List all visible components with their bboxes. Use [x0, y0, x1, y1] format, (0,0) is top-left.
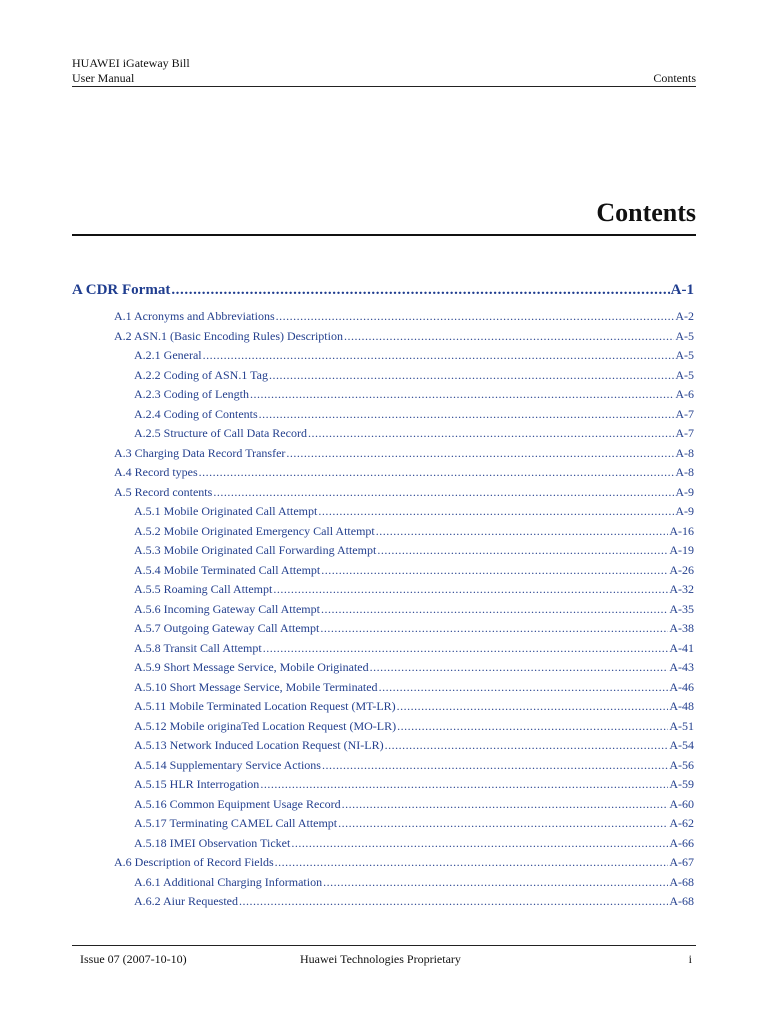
- footer-page-number: i: [688, 952, 692, 966]
- toc-entry-title: A.6 Description of Record Fields: [114, 855, 274, 869]
- toc-entry-link[interactable]: [72, 483, 694, 503]
- header-section: Contents: [653, 71, 696, 85]
- toc-leader-dots: [250, 385, 674, 405]
- toc-entry-link[interactable]: [72, 678, 694, 698]
- toc-entry-link[interactable]: [72, 444, 694, 464]
- toc-leader-dots: [213, 483, 674, 503]
- toc-entry-link[interactable]: [72, 405, 694, 425]
- toc-entry-link[interactable]: [72, 775, 694, 795]
- toc-entry-link[interactable]: [72, 600, 694, 620]
- toc-chapter-link[interactable]: [72, 282, 694, 304]
- toc-entry-title: A.5.16 Common Equipment Usage Record: [134, 796, 341, 811]
- toc-leader-dots: [260, 775, 668, 795]
- toc-entry-page: A-16: [669, 523, 694, 538]
- toc-entry-page: A-6: [675, 387, 694, 401]
- toc-leader-dots: [269, 366, 674, 386]
- toc-entry-title: A.2.1 General: [134, 348, 202, 362]
- toc-leader-dots: [338, 814, 668, 834]
- toc-leader-dots: [291, 834, 668, 854]
- toc-entry-title: A.5.3 Mobile Originated Call Forwarding Attempt: [134, 543, 377, 557]
- toc-entry-link[interactable]: [72, 307, 694, 327]
- toc-entry-title: A.6.1 Additional Charging Information: [134, 874, 323, 889]
- page-footer: [72, 952, 696, 970]
- toc-entry-title: A.2.5 Structure of Call Data Record: [134, 426, 307, 440]
- toc-entry-link[interactable]: [72, 736, 694, 756]
- toc-entry-link[interactable]: [72, 522, 694, 542]
- toc-leader-dots: [286, 444, 674, 464]
- toc-entry-title: A.5.10 Short Message Service, Mobile Terminated: [134, 679, 378, 694]
- toc-entry-link[interactable]: [72, 814, 694, 834]
- toc-entry-title: A.5.1 Mobile Originated Call Attempt: [134, 504, 318, 518]
- toc-entry-title: A.5 Record contents: [114, 484, 213, 499]
- toc-entry-page: A-67: [669, 855, 694, 869]
- toc-leader-dots: [321, 600, 668, 620]
- toc-entry-page: A-38: [669, 621, 694, 635]
- toc-entry-title: A.5.14 Supplementary Service Actions: [134, 757, 321, 772]
- toc-leader-dots: [376, 522, 669, 542]
- toc-entry-page: A-7: [675, 406, 694, 421]
- toc-entry-link[interactable]: [72, 892, 694, 912]
- toc-entry-link[interactable]: [72, 561, 694, 581]
- toc-entry-title: A.5.18 IMEI Observation Ticket: [134, 835, 291, 850]
- toc-leader-dots: [259, 405, 675, 425]
- toc-entry-page: A-5: [675, 328, 694, 343]
- toc-entry-title: A.5.13 Network Induced Location Request (NI-LR): [134, 738, 384, 752]
- toc-leader-dots: [321, 561, 668, 581]
- toc-entry-link[interactable]: [72, 385, 694, 405]
- toc-entry-title: A.5.11 Mobile Terminated Location Request (MT-LR): [134, 699, 396, 713]
- toc-leader-dots: [385, 736, 669, 756]
- toc-entry-link[interactable]: [72, 658, 694, 678]
- toc-entry-page: A-56: [669, 757, 694, 772]
- toc-entry-page: A-41: [669, 640, 694, 655]
- toc-leader-dots: [323, 873, 668, 893]
- toc-entry-page: A-8: [675, 465, 694, 479]
- toc-entry-link[interactable]: [72, 619, 694, 639]
- toc-entry-link[interactable]: [72, 853, 694, 873]
- toc-leader-dots: [322, 756, 668, 776]
- toc-entry-page: A-54: [669, 738, 694, 752]
- toc-entry-title: A.5.8 Transit Call Attempt: [134, 640, 262, 655]
- toc-leader-dots: [239, 892, 668, 912]
- toc-entry-page: A-7: [675, 426, 694, 440]
- header-divider: [72, 86, 696, 87]
- toc-entry-page: A-9: [675, 484, 694, 499]
- toc-entry-title: A.2 ASN.1 (Basic Encoding Rules) Description: [114, 328, 343, 343]
- toc-entry-page: A-43: [669, 660, 694, 674]
- toc-entry-link[interactable]: [72, 502, 694, 522]
- toc-entry-title: A.5.15 HLR Interrogation: [134, 777, 260, 791]
- toc-entry-link[interactable]: [72, 697, 694, 717]
- table-of-contents: [72, 282, 694, 912]
- toc-entry-link[interactable]: [72, 346, 694, 366]
- toc-leader-dots: [397, 717, 668, 737]
- toc-leader-dots: [276, 307, 675, 327]
- toc-entry-title: A.4 Record types: [114, 465, 198, 479]
- toc-leader-dots: [263, 639, 669, 659]
- header-product: HUAWEI iGateway Bill: [72, 56, 190, 70]
- toc-entry-link[interactable]: [72, 795, 694, 815]
- toc-entry-title: A.6.2 Aiur Requested: [134, 894, 238, 908]
- toc-entry-link[interactable]: [72, 580, 694, 600]
- toc-entry-title: A.2.4 Coding of Contents: [134, 406, 258, 421]
- toc-entry-link[interactable]: [72, 366, 694, 386]
- toc-leader-dots: [342, 795, 669, 815]
- toc-leader-dots: [273, 580, 668, 600]
- toc-entry-title: A.5.5 Roaming Call Attempt: [134, 582, 273, 596]
- toc-leader-dots: [344, 327, 674, 347]
- toc-entry-page: A-48: [669, 699, 694, 713]
- toc-entry-page: A-66: [669, 835, 694, 850]
- toc-entries: [72, 307, 694, 912]
- footer-company: Huawei Technologies Proprietary: [300, 952, 461, 966]
- toc-leader-dots: [203, 346, 675, 366]
- toc-chapter-title: A CDR Format: [72, 282, 171, 298]
- page-header: [72, 56, 696, 86]
- toc-entry-title: A.5.12 Mobile originaTed Location Request (MO-LR): [134, 718, 397, 733]
- toc-entry-page: A-59: [669, 777, 694, 791]
- toc-leader-dots: [320, 619, 668, 639]
- toc-entry-link[interactable]: [72, 717, 694, 737]
- toc-entry-page: A-62: [669, 816, 694, 830]
- title-divider: [72, 234, 696, 236]
- toc-entry-page: A-68: [669, 874, 694, 889]
- toc-leader-dots: [199, 463, 675, 483]
- toc-entry-page: A-5: [675, 367, 694, 382]
- toc-entry-page: A-2: [675, 309, 694, 323]
- toc-entry-page: A-19: [669, 543, 694, 557]
- toc-entry-title: A.2.2 Coding of ASN.1 Tag: [134, 367, 268, 382]
- toc-leader-dots: [275, 853, 669, 873]
- toc-entry-page: A-5: [675, 348, 694, 362]
- toc-entry-title: A.5.2 Mobile Originated Emergency Call Attempt: [134, 523, 375, 538]
- toc-entry-page: A-68: [669, 894, 694, 908]
- toc-leader-dots: [379, 678, 669, 698]
- toc-entry-link[interactable]: [72, 424, 694, 444]
- toc-entry-title: A.5.9 Short Message Service, Mobile Originated: [134, 660, 369, 674]
- toc-entry-link[interactable]: [72, 873, 694, 893]
- toc-entry-page: A-26: [669, 562, 694, 577]
- toc-entry-title: A.3 Charging Data Record Transfer: [114, 445, 286, 460]
- page-title: Contents: [596, 198, 696, 227]
- toc-entry-title: A.5.6 Incoming Gateway Call Attempt: [134, 601, 320, 616]
- header-manual: User Manual: [72, 71, 135, 85]
- toc-leader-dots: [397, 697, 669, 717]
- toc-entry-link[interactable]: [72, 541, 694, 561]
- toc-entry-page: A-8: [675, 445, 694, 460]
- toc-chapter-page: A-1: [670, 282, 694, 298]
- toc-entry-title: A.1 Acronyms and Abbreviations: [114, 309, 275, 323]
- toc-entry-page: A-32: [669, 582, 694, 596]
- toc-entry-page: A-46: [669, 679, 694, 694]
- toc-leader-dots: [318, 502, 674, 522]
- toc-entry-link[interactable]: [72, 463, 694, 483]
- toc-entry-link[interactable]: [72, 639, 694, 659]
- footer-issue: Issue 07 (2007-10-10): [80, 952, 187, 966]
- toc-entry-link[interactable]: [72, 834, 694, 854]
- toc-leader-dots: [171, 282, 669, 299]
- toc-entry-title: A.5.17 Terminating CAMEL Call Attempt: [134, 816, 338, 830]
- toc-leader-dots: [308, 424, 674, 444]
- toc-entry-title: A.5.7 Outgoing Gateway Call Attempt: [134, 621, 320, 635]
- toc-entry-title: A.5.4 Mobile Terminated Call Attempt: [134, 562, 321, 577]
- toc-entry-link[interactable]: [72, 327, 694, 347]
- toc-entry-page: A-35: [669, 601, 694, 616]
- toc-entry-page: A-60: [669, 796, 694, 811]
- toc-entry-link[interactable]: [72, 756, 694, 776]
- footer-divider: [72, 945, 696, 946]
- toc-entry-title: A.2.3 Coding of Length: [134, 387, 249, 401]
- toc-leader-dots: [377, 541, 668, 561]
- toc-leader-dots: [370, 658, 669, 678]
- toc-entry-page: A-51: [669, 718, 694, 733]
- toc-entry-page: A-9: [675, 504, 694, 518]
